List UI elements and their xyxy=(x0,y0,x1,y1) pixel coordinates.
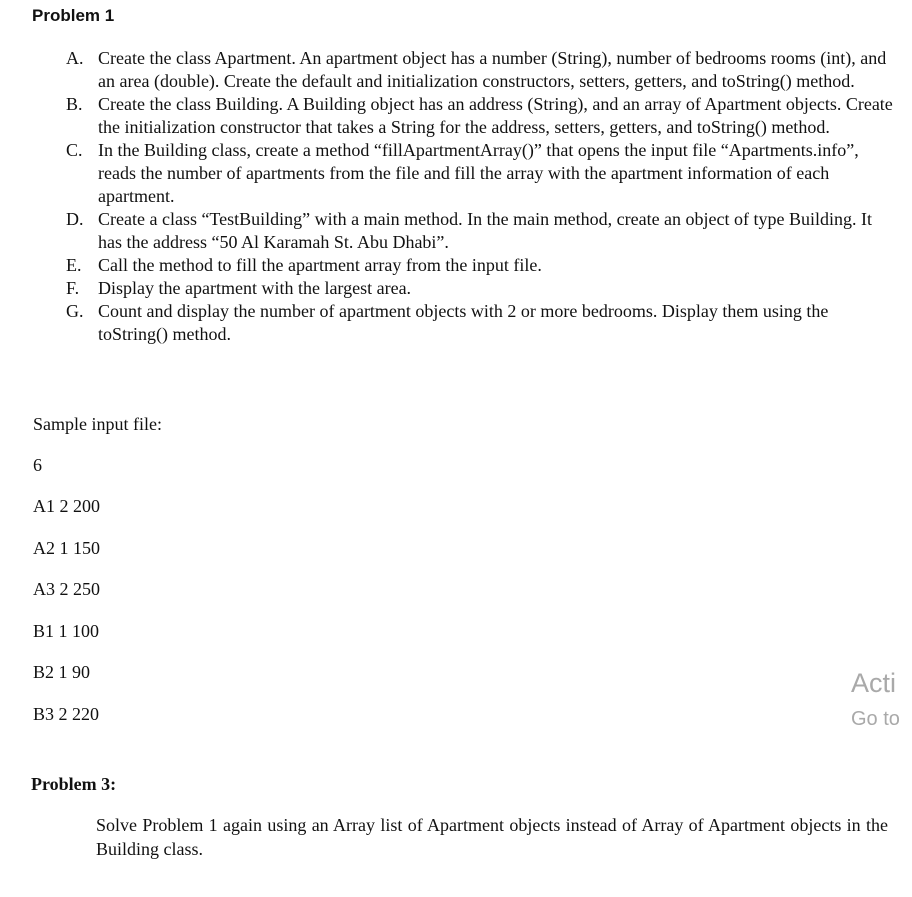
sample-input-line: A1 2 200 xyxy=(33,496,100,516)
sample-input-count: 6 xyxy=(33,455,42,475)
task-letter: G. xyxy=(66,301,84,321)
task-text: In the Building class, create a method “fillApartmentArray()” that opens the input file “Apartments.info”, reads the number of apartments from the file and fill the array with the apartment information of each apartment. xyxy=(98,140,859,206)
task-item-g xyxy=(66,300,896,346)
task-item-c xyxy=(66,139,896,208)
task-letter: E. xyxy=(66,255,82,275)
task-text: Display the apartment with the largest area. xyxy=(98,278,412,298)
task-letter: A. xyxy=(66,48,84,68)
problem-1-heading: Problem 1 xyxy=(32,6,115,25)
task-item-f xyxy=(66,277,896,300)
task-item-e xyxy=(66,254,896,277)
task-text: Count and display the number of apartment objects with 2 or more bedrooms. Display them using the toString() method. xyxy=(98,301,829,344)
sample-input-line: B2 1 90 xyxy=(33,662,91,682)
activation-watermark-title: Acti xyxy=(851,668,897,698)
problem-3-text: Solve Problem 1 again using an Array list of Apartment objects instead of Array of Apartment objects in the Building class. xyxy=(96,815,888,859)
task-letter: B. xyxy=(66,94,83,114)
sample-input-line: A2 1 150 xyxy=(33,538,100,558)
task-text: Create the class Apartment. An apartment object has a number (String), number of bedrooms rooms (int), and an area (double). Create the default and initialization constructors, setters, getters, and toString() method. xyxy=(98,48,887,91)
task-item-d xyxy=(66,208,896,254)
sample-input-line: B3 2 220 xyxy=(33,704,100,724)
task-text: Create a class “TestBuilding” with a main method. In the main method, create an object of type Building. It has the address “50 Al Karamah St. Abu Dhabi”. xyxy=(98,209,873,252)
task-letter: F. xyxy=(66,278,80,298)
task-text: Create the class Building. A Building object has an address (String), and an array of Apartment objects. Create the initialization constructor that takes a String for the address, setters, getters, and toString() method. xyxy=(98,94,893,137)
task-text: Call the method to fill the apartment array from the input file. xyxy=(98,255,542,275)
task-list xyxy=(66,47,896,346)
task-letter: C. xyxy=(66,140,83,160)
task-item-b xyxy=(66,93,896,139)
problem-3-heading: Problem 3: xyxy=(31,774,117,794)
task-item-a xyxy=(66,47,896,93)
sample-input-line: B1 1 100 xyxy=(33,621,100,641)
sample-input-line: A3 2 250 xyxy=(33,579,100,599)
task-letter: D. xyxy=(66,209,84,229)
sample-input-label: Sample input file: xyxy=(33,414,162,434)
activation-watermark-subtitle: Go to xyxy=(851,708,900,730)
